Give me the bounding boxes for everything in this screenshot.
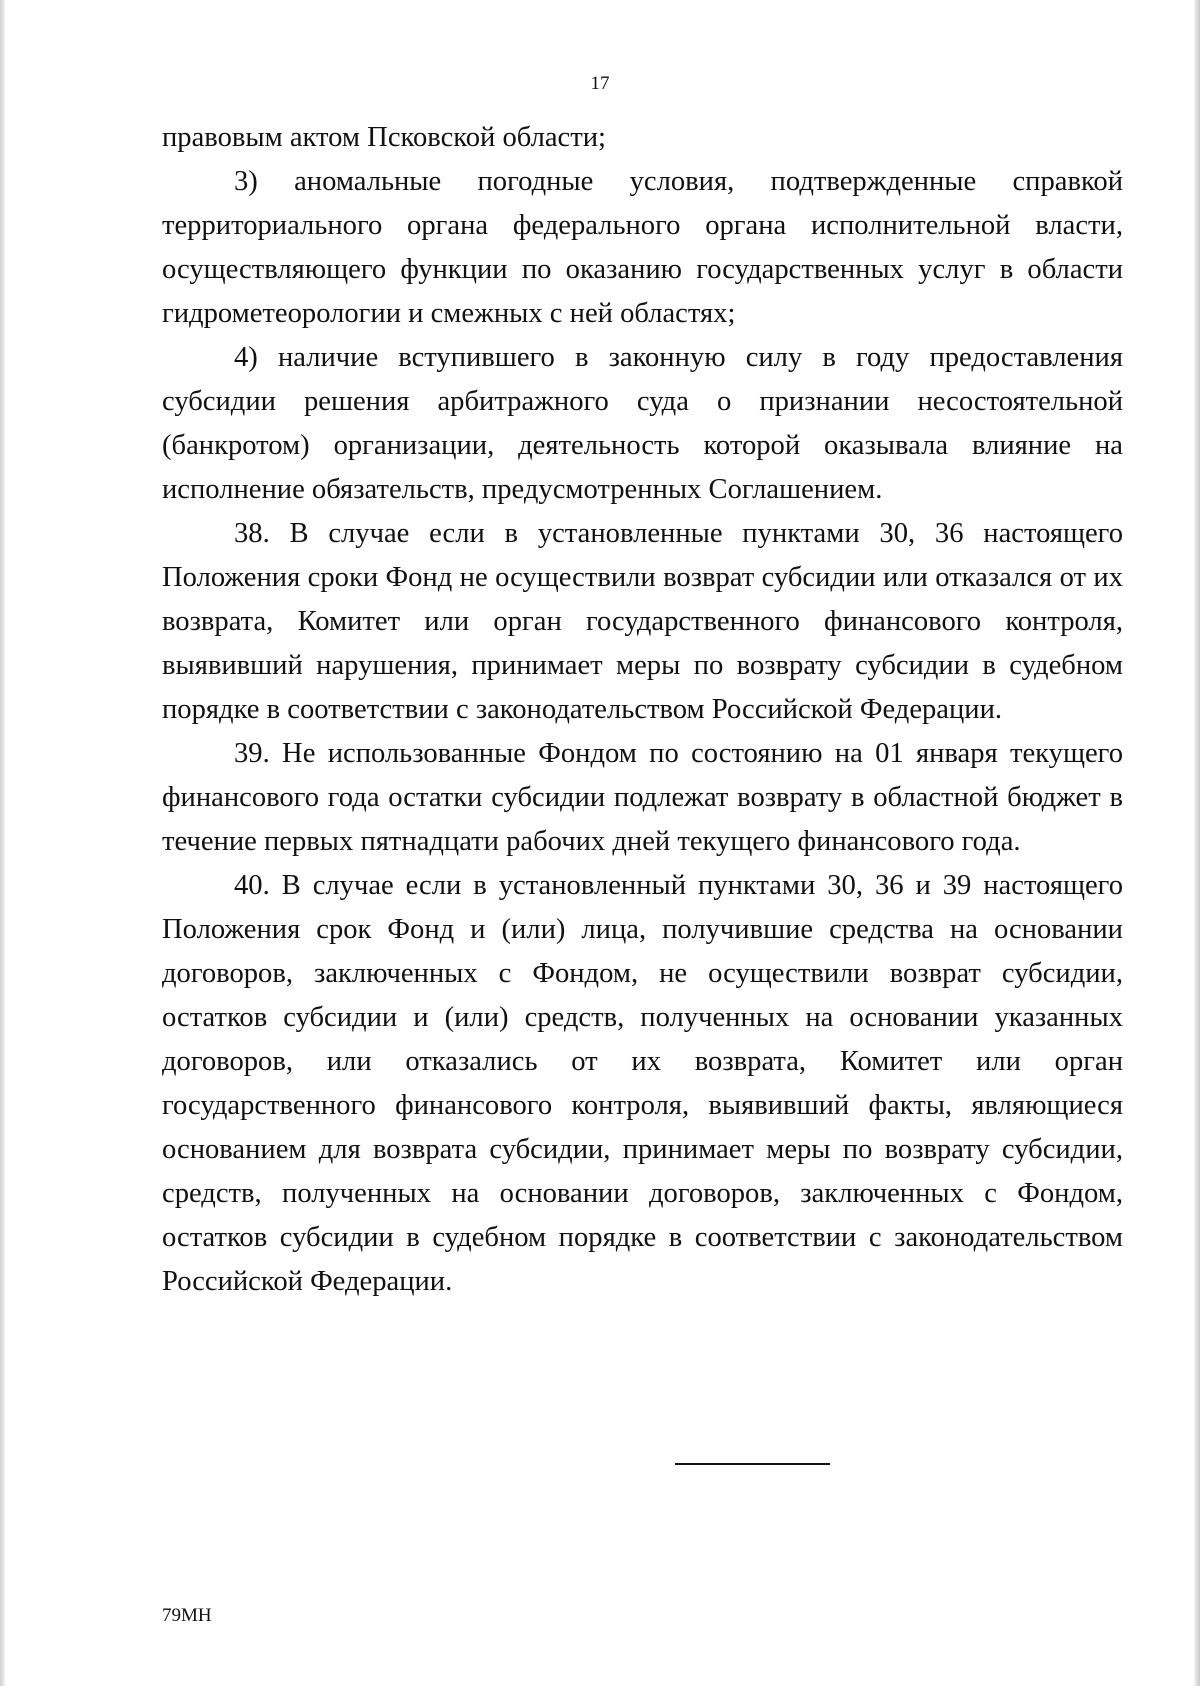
scan-edge-left <box>0 0 5 1686</box>
paragraph-item-4: 4) наличие вступившего в законную силу в году предоставления субсидии решения арбитражного суда о признании несостоятельной (банкротом) организации, деятельность которой оказывала влияние на исполнение обязательств, предусмотренных Соглашением. <box>162 342 1123 505</box>
paragraph-clause-40: 40. В случае если в установленный пунктами 30, 36 и 39 настоящего Положения срок Фонд и (или) лица, получившие средства на основании договоров, заключенных с Фондом, не осуществили возврат субсидии, остатков субсидии и (или) средств, полученных на основании указанных договоров, или отказались от их возврата, Комитет или орган государственного финансового контроля, выявивший факты, являющиеся основанием для возврата субсидии, принимает меры по возврату субсидии, средств, полученных на основании договоров, заключенных с Фондом, остатков субсидии в судебном порядке в соответствии с законодательством Российской Федерации. <box>162 870 1123 1297</box>
paragraph-clause-39: 39. Не использованные Фондом по состоянию на 01 января текущего финансового года остатки субсидии подлежат возврату в областной бюджет в течение первых пятнадцати рабочих дней текущего финансового года. <box>162 738 1123 857</box>
paragraph-continuation: правовым актом Псковской области; <box>162 122 606 153</box>
scan-edge-right <box>1194 0 1200 1686</box>
paragraph-item-3: 3) аномальные погодные условия, подтвержденные справкой территориального органа федерального органа исполнительной власти, осуществляющего функции по оказанию государственных услуг в области гидрометеорологии и смежных с ней областях; <box>162 166 1123 329</box>
page-number: 17 <box>590 73 610 94</box>
document-body <box>162 116 1123 1304</box>
paragraph-clause-38: 38. В случае если в установленные пунктами 30, 36 настоящего Положения сроки Фонд не осуществили возврат субсидии или отказался от их возврата, Комитет или орган государственного финансового контроля, выявивший нарушения, принимает меры по возврату субсидии в судебном порядке в соответствии с законодательством Российской Федерации. <box>162 518 1123 725</box>
footer-code: 79МН <box>162 1605 212 1626</box>
closing-rule <box>675 1463 830 1465</box>
